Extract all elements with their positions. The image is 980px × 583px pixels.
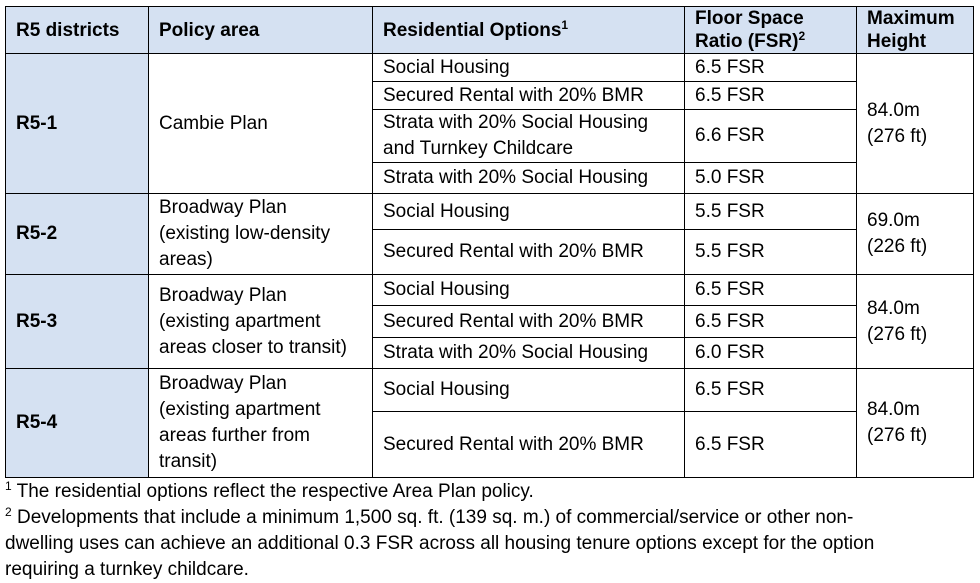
fsr-cell: 6.5 FSR (685, 275, 857, 306)
fsr-cell: 6.5 FSR (685, 82, 857, 110)
header-max-height (857, 7, 974, 54)
footnote-2 (5, 505, 970, 583)
header-height-line1: Maximum (867, 8, 955, 29)
table-row (6, 275, 974, 306)
max-height-cell (857, 54, 974, 194)
policy-area-line: Broadway Plan (159, 284, 287, 306)
header-options-label: Residential Options (383, 19, 562, 41)
max-height-line: 69.0m (867, 210, 920, 231)
header-fsr (685, 7, 857, 54)
policy-area-line: areas closer to transit) (159, 336, 347, 358)
zoning-table (5, 6, 974, 478)
max-height-line: 84.0m (867, 399, 920, 420)
table-header-row (6, 7, 974, 54)
policy-area-cell (149, 194, 373, 275)
residential-option-cell (373, 338, 685, 369)
residential-option-line: Social Housing (383, 56, 510, 78)
header-fsr-line2: Ratio (FSR) (695, 31, 799, 52)
fsr-cell: 5.0 FSR (685, 163, 857, 194)
residential-option-line: Social Housing (383, 379, 510, 400)
table-row (6, 54, 974, 82)
footnote-mark: 1 (5, 479, 12, 493)
max-height-line: (226 ft) (867, 236, 928, 257)
table-body (6, 54, 974, 478)
residential-option-line: Secured Rental with 20% BMR (383, 84, 644, 106)
header-height-line2: Height (867, 31, 927, 52)
header-fsr-line1: Floor Space (695, 8, 804, 29)
residential-option-cell (373, 275, 685, 306)
residential-option-cell (373, 194, 685, 230)
max-height-line: 84.0m (867, 297, 920, 319)
fsr-cell: 6.5 FSR (685, 412, 857, 478)
policy-area-line: areas) (159, 249, 213, 270)
table-row (6, 194, 974, 230)
policy-area-line: Broadway Plan (159, 197, 287, 218)
table-row (6, 369, 974, 412)
header-districts-label: R5 districts (16, 19, 120, 41)
residential-option-line: Strata with 20% Social Housing (383, 167, 649, 188)
header-policy-area (149, 7, 373, 54)
policy-area-line: (existing apartment (159, 310, 321, 332)
residential-option-cell (373, 369, 685, 412)
footnote-mark: 2 (5, 505, 12, 519)
residential-option-cell (373, 306, 685, 338)
header-fsr-footnote-mark: 2 (798, 29, 806, 43)
fsr-cell: 6.6 FSR (685, 110, 857, 163)
max-height-line: 84.0m (867, 99, 920, 121)
policy-area-line: Broadway Plan (159, 373, 287, 394)
footnote-text-line: dwelling uses can achieve an additional 0.3 FSR across all housing tenure options except for the option (5, 533, 875, 554)
header-residential-options (373, 7, 685, 54)
residential-option-line: Strata with 20% Social Housing (383, 112, 649, 133)
district-cell: R5-3 (6, 275, 149, 369)
residential-option-cell (373, 82, 685, 110)
footnote-1 (5, 479, 970, 505)
footnote-text-line: Developments that include a minimum 1,500 sq. ft. (139 sq. m.) of commercial/service or other non- (16, 507, 854, 528)
fsr-cell: 6.5 FSR (685, 306, 857, 338)
residential-option-line: Secured Rental with 20% BMR (383, 310, 644, 332)
policy-area-cell (149, 369, 373, 478)
header-districts (6, 7, 149, 54)
policy-area-cell (149, 275, 373, 369)
footnote-text-line: The residential options reflect the respective Area Plan policy. (16, 481, 534, 502)
residential-option-cell (373, 54, 685, 82)
residential-option-cell (373, 163, 685, 194)
residential-option-cell (373, 110, 685, 163)
max-height-cell (857, 194, 974, 275)
fsr-cell: 5.5 FSR (685, 194, 857, 230)
max-height-line: (276 ft) (867, 425, 928, 446)
residential-option-cell (373, 230, 685, 275)
fsr-cell: 6.5 FSR (685, 54, 857, 82)
policy-area-cell (149, 54, 373, 194)
max-height-line: (276 ft) (867, 323, 928, 345)
max-height-cell (857, 369, 974, 478)
residential-option-line: Secured Rental with 20% BMR (383, 241, 644, 262)
district-cell: R5-4 (6, 369, 149, 478)
fsr-cell: 5.5 FSR (685, 230, 857, 275)
policy-area-line: areas further from (159, 425, 310, 446)
residential-option-line: and Turnkey Childcare (383, 138, 574, 159)
residential-option-cell (373, 412, 685, 478)
policy-area-line: Cambie Plan (159, 112, 268, 134)
policy-area-line: (existing apartment (159, 399, 321, 420)
footnote-text-line: requiring a turnkey childcare. (5, 559, 249, 580)
fsr-cell: 6.5 FSR (685, 369, 857, 412)
residential-option-line: Secured Rental with 20% BMR (383, 433, 644, 455)
max-height-cell (857, 275, 974, 369)
district-cell: R5-1 (6, 54, 149, 194)
fsr-cell: 6.0 FSR (685, 338, 857, 369)
max-height-line: (276 ft) (867, 125, 928, 147)
residential-option-line: Social Housing (383, 279, 510, 300)
policy-area-line: transit) (159, 451, 218, 472)
header-options-footnote-mark: 1 (561, 17, 569, 32)
header-policy-area-label: Policy area (159, 19, 260, 41)
district-cell: R5-2 (6, 194, 149, 275)
residential-option-line: Social Housing (383, 200, 510, 222)
policy-area-line: (existing low-density (159, 223, 331, 244)
footnotes (5, 479, 970, 583)
residential-option-line: Strata with 20% Social Housing (383, 342, 649, 363)
